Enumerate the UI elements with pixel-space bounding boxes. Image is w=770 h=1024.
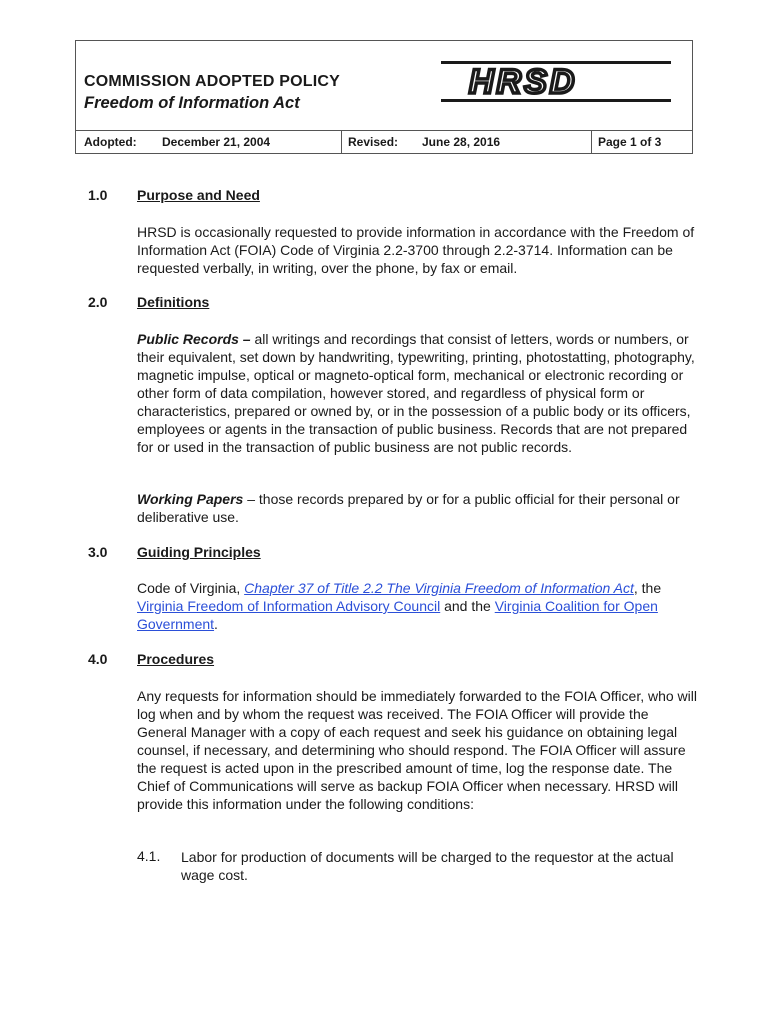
text-segment: . [214, 616, 218, 632]
page-number: Page 1 of 3 [598, 135, 662, 149]
section-number: 1.0 [88, 187, 108, 203]
foia-advisory-council-link[interactable]: Virginia Freedom of Information Advisory Council [137, 598, 441, 614]
text-segment: and the [440, 598, 495, 614]
text-segment: Code of Virginia, [137, 580, 245, 596]
section-number: 3.0 [88, 544, 108, 560]
logo-text: HRSD [469, 63, 578, 101]
header-info-row [76, 130, 692, 154]
definition-text: all writings and recordings that consist of letters, words or numbers, or their equivalent, set down by handwriting, typewriting, printing, photostatting, photography, magnetic impulse, optical or magneto-optical form, mechanical or electronic recording or other form of data compilation, however stored, and regardless of physical form or characteristics, prepared or owned by, or in the possession of a public body or its officers, employees or agents in the transaction of public business. Records that are not prepared for or used in the transaction of public business are not public records. [137, 331, 695, 455]
guiding-principles-paragraph [137, 579, 697, 633]
header-divider [341, 130, 342, 154]
revised-label: Revised: [348, 135, 399, 149]
section-heading-purpose: Purpose and Need [137, 187, 260, 203]
definition-term: Public Records – [137, 331, 251, 347]
subsection-number: 4.1. [137, 848, 161, 864]
definition-working-papers [137, 490, 697, 526]
section-heading-guiding-principles: Guiding Principles [137, 544, 261, 560]
adopted-date: December 21, 2004 [162, 135, 271, 149]
hrsd-logo [441, 57, 671, 105]
section-heading-definitions: Definitions [137, 294, 210, 310]
purpose-paragraph: HRSD is occasionally requested to provide information in accordance with the Freedom of Information Act (FOIA) Code of Virginia 2.2-3700 through 2.2-3714. Information can be requested verbally, in writing, over the phone, by fax or email. [137, 224, 695, 276]
foia-chapter-link[interactable]: Chapter 37 of Title 2.2 The Virginia Freedom of Information Act [244, 580, 634, 596]
section-number: 4.0 [88, 651, 108, 667]
subsection-text: Labor for production of documents will be charged to the requestor at the actual wage cost. [181, 849, 674, 883]
definition-term: Working Papers [137, 491, 244, 507]
header-divider [591, 130, 592, 154]
revised-date: June 28, 2016 [422, 135, 501, 149]
policy-type: COMMISSION ADOPTED POLICY [84, 73, 340, 90]
definition-public-records [137, 330, 697, 456]
header-title-area [76, 41, 692, 131]
open-government-coalition-link[interactable]: Virginia Coalition for Open Government [137, 598, 658, 632]
definition-text: – those records prepared by or for a public official for their personal or deliberative use. [137, 491, 680, 525]
procedures-paragraph: Any requests for information should be immediately forwarded to the FOIA Officer, who will log when and by whom the request was received. The FOIA Officer will provide the General Manager with a copy of each request and seek his guidance on obtaining legal counsel, if necessary, and determining who should respond. The FOIA Officer will assure the request is acted upon in the prescribed amount of time, log the response date. The Chief of Communications will serve as backup FOIA Officer when necessary. HRSD will provide this information under the following conditions: [137, 688, 697, 812]
text-segment: , the [633, 580, 662, 596]
section-number: 2.0 [88, 294, 108, 310]
adopted-label: Adopted: [84, 135, 137, 149]
section-heading-procedures: Procedures [137, 651, 215, 667]
policy-header [75, 40, 693, 154]
policy-title: Freedom of Information Act [84, 94, 300, 112]
